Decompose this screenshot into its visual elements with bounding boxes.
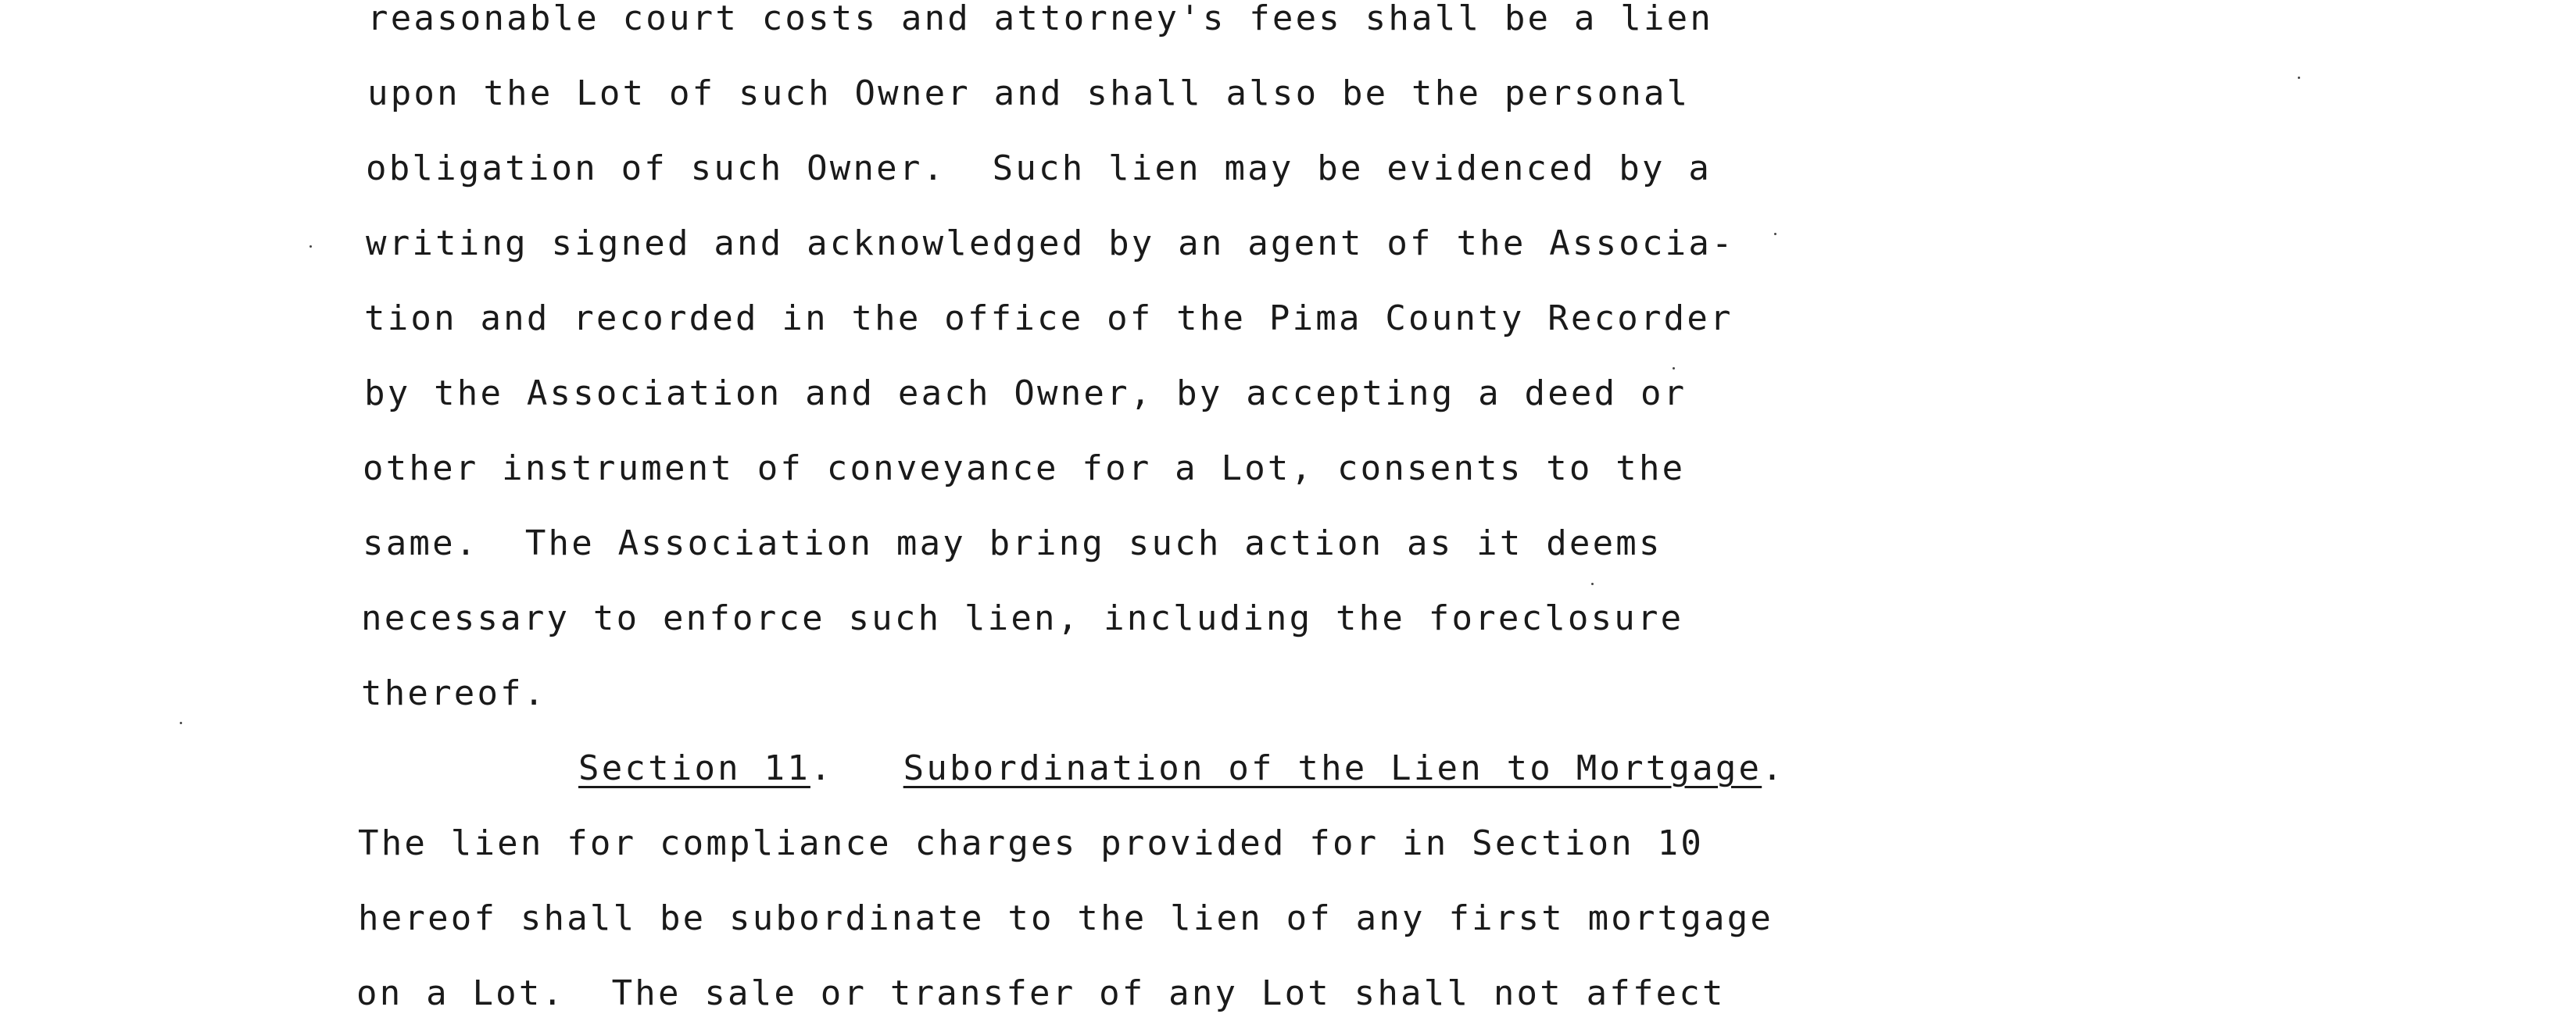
section-line-3: on a Lot. The sale or transfer of any Lot shall not affect — [356, 973, 1726, 1013]
section-title: Subordination of the Lien to Mortgage — [903, 748, 1762, 788]
section-line-1: The lien for compliance charges provided for in Section 10 — [358, 823, 1705, 863]
section-title-period: . — [1762, 748, 1785, 788]
body-line-9: necessary to enforce such lien, including the foreclosure — [361, 598, 1684, 638]
body-line-6: by the Association and each Owner, by accepting a deed or — [364, 373, 1687, 413]
body-line-5: tion and recorded in the office of the Pima County Recorder — [364, 298, 1733, 338]
section-number: Section 11 — [578, 748, 810, 788]
section-number-separator: . — [810, 748, 903, 788]
scan-speck — [1774, 233, 1776, 235]
section-line-2: hereof shall be subordinate to the lien of any first mortgage — [358, 898, 1774, 938]
scan-speck — [309, 245, 312, 248]
body-line-8: same. The Association may bring such action as it deems — [363, 523, 1662, 563]
scan-speck — [180, 722, 182, 724]
body-line-4: writing signed and acknowledged by an agent of the Associa- — [366, 223, 1735, 263]
scan-speck — [2298, 77, 2300, 79]
section-heading — [578, 748, 1785, 789]
body-line-3: obligation of such Owner. Such lien may be evidenced by a — [366, 148, 1712, 188]
body-line-10: thereof. — [361, 673, 547, 713]
scan-speck — [1673, 367, 1675, 370]
scan-speck — [1591, 583, 1594, 585]
body-line-2: upon the Lot of such Owner and shall also be the personal — [367, 73, 1690, 113]
body-line-1: reasonable court costs and attorney's fees shall be a lien — [367, 0, 1714, 38]
body-line-7: other instrument of conveyance for a Lot, consents to the — [363, 448, 1686, 488]
